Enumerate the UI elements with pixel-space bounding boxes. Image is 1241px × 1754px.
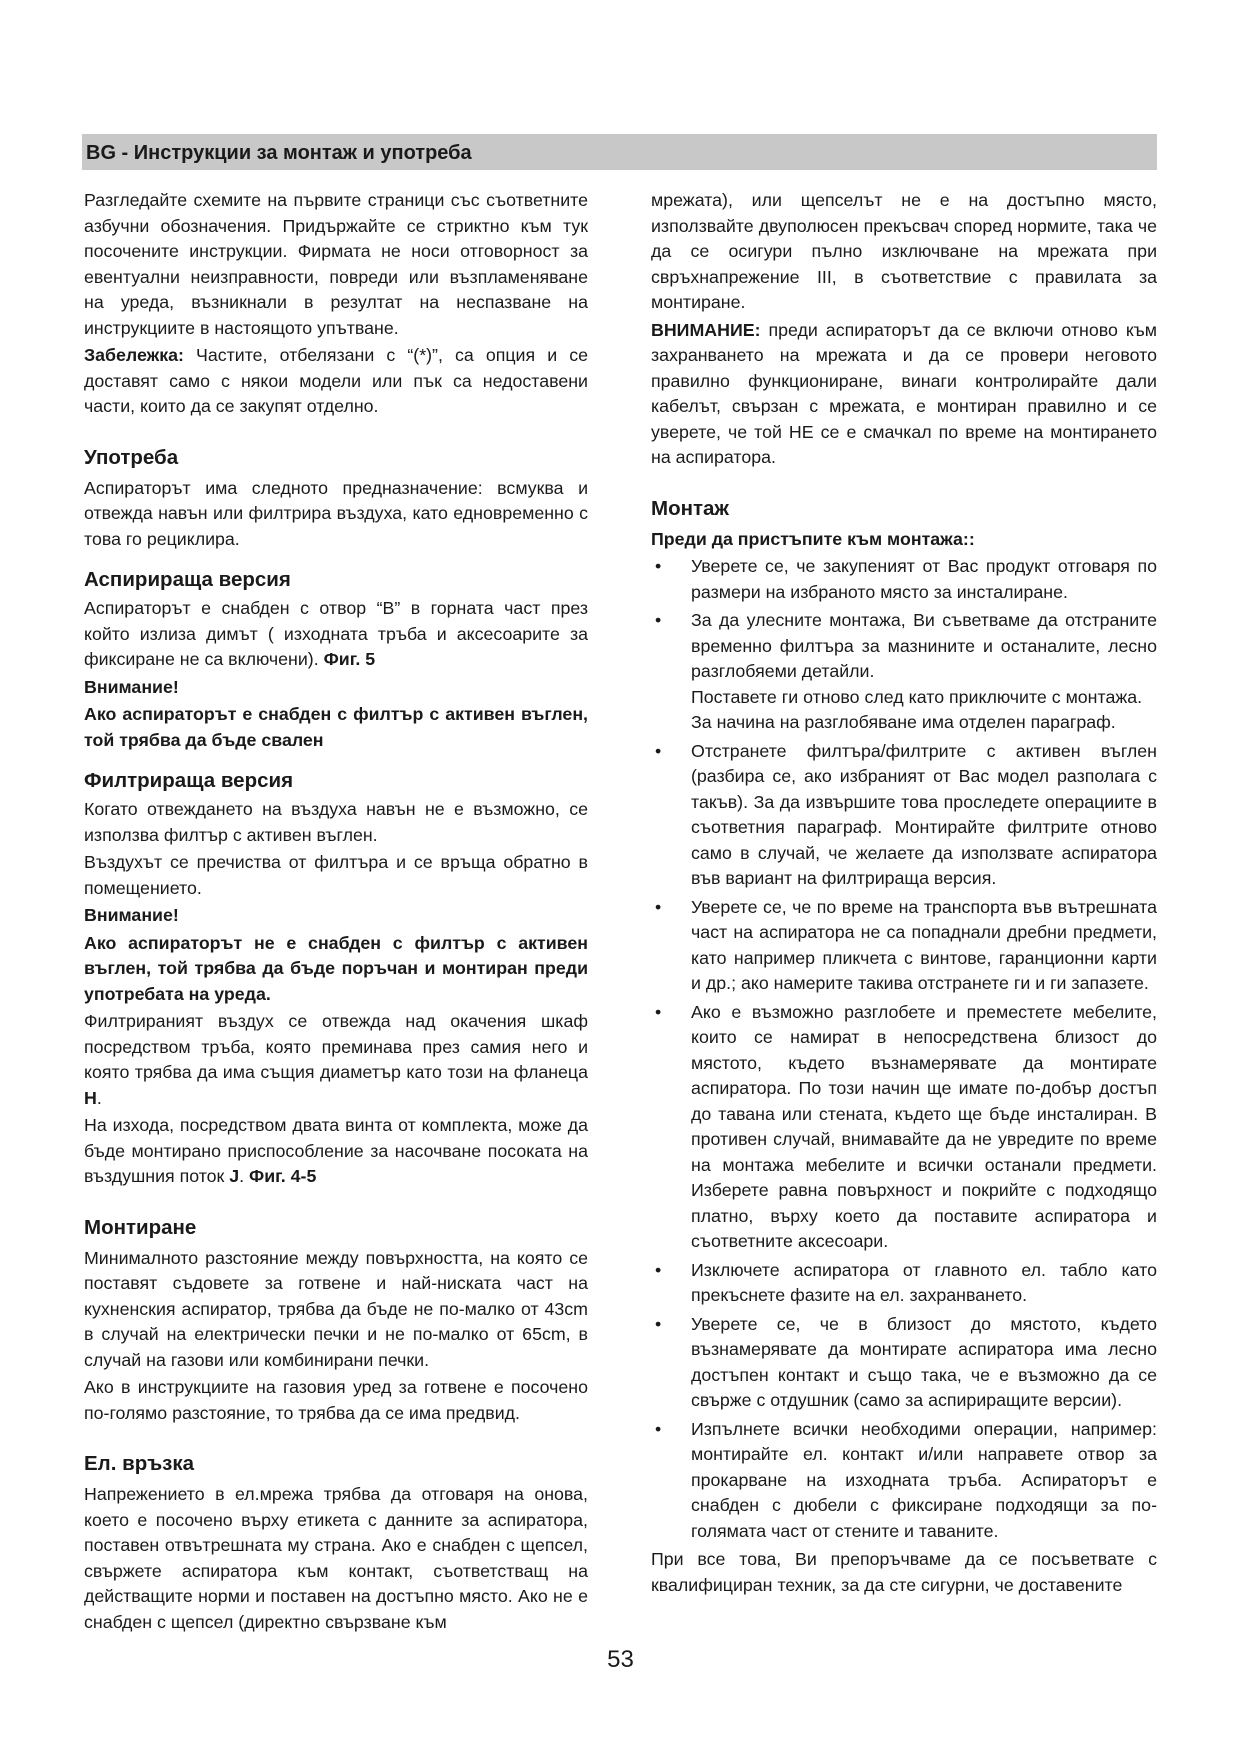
filter-p3-text: Филтрираният въздух се отвежда над окачения шкаф посредством тръба, която преминава през самия него и която трябва да има същия диаметър като този на фланеца — [84, 1011, 588, 1082]
installation-list — [651, 554, 1157, 1544]
page-title: BG - Инструкции за монтаж и употреба — [86, 142, 472, 164]
list-item — [651, 1312, 1157, 1414]
usage-paragraph: Аспираторът има следното предназначение: всмуква и отвежда навън или филтрира въздуха, като едновременно с това го рециклира. — [84, 477, 588, 549]
filter-paragraph-2: Въздухът се пречиства от филтъра и се връща обратно в помещението. — [84, 852, 588, 898]
page-number: 53 — [607, 1646, 634, 1673]
electrical-attention — [651, 318, 1157, 471]
note-text: Частите, отбелязани с “(*)”, са опция и се доставят само с някои модели или пък са недоставени части, които да се закупят отделно. — [84, 345, 588, 416]
suction-paragraph — [84, 596, 588, 673]
suction-attention: Внимание! — [84, 676, 179, 697]
attention-text: преди аспираторът да се включи отново към захранването на мрежата и да се провери неговото правилно функциониране, винаги контролирайте дали кабелът, свързан с мрежата, е монтиран правилно и се уверете, че той НЕ се е смачкал по време на монтирането на аспиратора. — [651, 319, 1157, 467]
intro-paragraph: Разгледайте схемите на първите страници със съответните азбучни обозначения. Придържайте се стриктно към тук посочените инструкции. Фирмата не носи отговорност за евентуални неизправности, повреди или възпламеняване на уреда, възникнали в резултат на неспазване на инструкциите в настоящото упътване. — [84, 190, 588, 338]
electrical-paragraph: Напрежението в ел.мрежа трябва да отговаря на онова, което е посочено върху етикета с данните за аспиратора, поставен отвътрешната му страна. Ако е снабден с щепсел, свържете аспиратора към контакт, съответстващ на действащите норми и поставен на достъпно място. Ако не е снабден с щепсел (директно свързване към — [84, 1484, 588, 1632]
list-item — [651, 1417, 1157, 1545]
list-item — [651, 895, 1157, 997]
mounting-paragraph-1: Минималното разстояние между повърхността, на която се поставят съдовете за готвене и най-ниската част на кухненския аспиратор, трябва да бъде не по-малко от 43cm в случай на електрически печки и не по-малко от 65cm, в случай на газови или комбинирани печки. — [84, 1247, 588, 1370]
suction-fig-ref: Фиг. 5 — [323, 649, 376, 669]
note-paragraph — [84, 343, 588, 420]
attention-label: ВНИМАНИЕ: — [651, 319, 761, 340]
installation-closing: При все това, Ви препоръчваме да се посъветвате с квалифициран техник, за да сте сигурни, че доставените — [651, 1549, 1157, 1595]
list-item-text: Поставете ги отново след като приключите с монтажа. — [691, 686, 1143, 707]
filter-warning: Ако аспираторът не е снабден с филтър с активен въглен, той трябва да бъде поръчан и монтиран преди употребата на уреда. — [84, 932, 588, 1004]
list-item — [651, 608, 1157, 736]
flange-label: H — [84, 1087, 97, 1108]
suction-heading: Аспирираща версия — [84, 568, 291, 591]
list-item-text: Изпълнете всички необходими операции, например: монтирайте ел. контакт и/или направете отвор за прокарване на изходната тръба. Аспираторът е снабден с дюбели с фиксиране подходящи за по-голямата част от стените и таваните. — [691, 1418, 1157, 1541]
list-item — [651, 739, 1157, 892]
electrical-heading: Ел. връзка — [84, 1452, 195, 1475]
bullet-icon: • — [655, 556, 662, 576]
note-label: Забележка: — [84, 345, 184, 365]
installation-subheading: Преди да пристъпите към монтажа:: — [651, 528, 975, 549]
filter-p4-text: На изхода, посредством двата винта от комплекта, може да бъде монтирано приспособление за насочване посоката на въздушния поток — [84, 1115, 588, 1186]
filter-fig-ref: Фиг. 4-5 — [249, 1166, 317, 1186]
list-item-text: Отстранете филтъра/филтрите с активен въглен (разбира се, ако избраният от Вас модел разполага с такъв). За да извършите това проследете операциите в съответния параграф. Монтирайте филтрите отново само в случай, че желаете да използвате аспиратора във вариант на филтрираща версия. — [691, 740, 1157, 888]
electrical-paragraph-continued: мрежата), или щепселът не е на достъпно място, използвайте двуполюсен прекъсвач според нормите, така че да се осигури пълно изключване на мрежата при свръхнапрежение III, в съответствие с правилата за монтиране. — [651, 190, 1157, 312]
filter-paragraph-4 — [84, 1113, 588, 1190]
filter-paragraph-1: Когато отвеждането на въздуха навън не е възможно, се използва филтър с активен въглен. — [84, 799, 588, 845]
suction-warning: Ако аспираторът е снабден с филтър с активен въглен, той трябва да бъде свален — [84, 704, 588, 750]
bullet-icon: • — [655, 896, 662, 917]
list-item-text: Уверете се, че по време на транспорта във вътрешната част на аспиратора не са попаднали дребни предмети, като например пликчета с винтове, гаранционни карти и др.; ако намерите такива отстранете ги и ги запазете. — [691, 896, 1157, 993]
bullet-icon: • — [655, 1313, 662, 1334]
filter-p3-end: . — [96, 1087, 102, 1108]
filter-p4-mid: . — [239, 1166, 250, 1186]
suction-text: Аспираторът е снабден с отвор “B” в горната част през който излиза димът ( изходната тръба и аксесоарите за фиксиране не са включени). — [84, 598, 588, 669]
left-column — [84, 188, 588, 1637]
list-item — [651, 1000, 1157, 1255]
list-item-text: Ако е възможно разглобете и преместете мебелите, които се намират в непосредствена близост до мястото, където възнамерявате да монтирате аспиратора. По този начин ще имате по-добър достъп до тавана или стената, където ще бъде инсталиран. В противен случай, внимавайте да не увредите по време на монтажа мебелите и всички останали предмети. Изберете равна повърхност и покрийте с подходящо платно, върху което да поставите аспиратора и съответните аксесоари. — [691, 1001, 1157, 1251]
usage-heading: Употреба — [84, 445, 179, 469]
bullet-icon: • — [655, 740, 662, 761]
list-item — [651, 1258, 1157, 1309]
mounting-paragraph-2: Ако в инструкциите на газовия уред за готвене е посочено по-голямо разстояние, то трябва да се има предвид. — [84, 1377, 588, 1423]
list-item-text: Уверете се, че в близост до мястото, където възнамерявате да монтирате аспиратора има лесно достъпен контакт и също така, че е възможно да се свърже с отдушник (само за аспириращите версии). — [691, 1313, 1157, 1410]
bullet-icon: • — [655, 610, 662, 630]
mounting-heading: Монтиране — [84, 1215, 197, 1239]
list-item-text: За да улесните монтажа, Ви съветваме да отстраните временно филтъра за мазнините и останалите, лесно разглобяеми детайли. — [691, 610, 1157, 681]
deflector-label: J — [229, 1166, 240, 1186]
list-item-text: За начина на разглобяване има отделен параграф. — [691, 712, 1116, 732]
installation-heading: Монтаж — [651, 496, 729, 520]
filter-heading: Филтрираща версия — [84, 769, 294, 792]
section-header — [82, 134, 1157, 170]
list-item-text: Уверете се, че закупеният от Вас продукт отговаря по размери на избраното място за инсталиране. — [691, 556, 1157, 602]
filter-attention: Внимание! — [84, 905, 179, 925]
right-column — [651, 188, 1157, 1600]
filter-paragraph-3 — [84, 1009, 588, 1111]
bullet-icon: • — [655, 1001, 662, 1022]
bullet-icon: • — [655, 1418, 662, 1439]
bullet-icon: • — [655, 1259, 662, 1280]
list-item-text: Изключете аспиратора от главното ел. табло като прекъснете фазите на ел. захранването. — [691, 1259, 1157, 1305]
list-item — [651, 554, 1157, 605]
